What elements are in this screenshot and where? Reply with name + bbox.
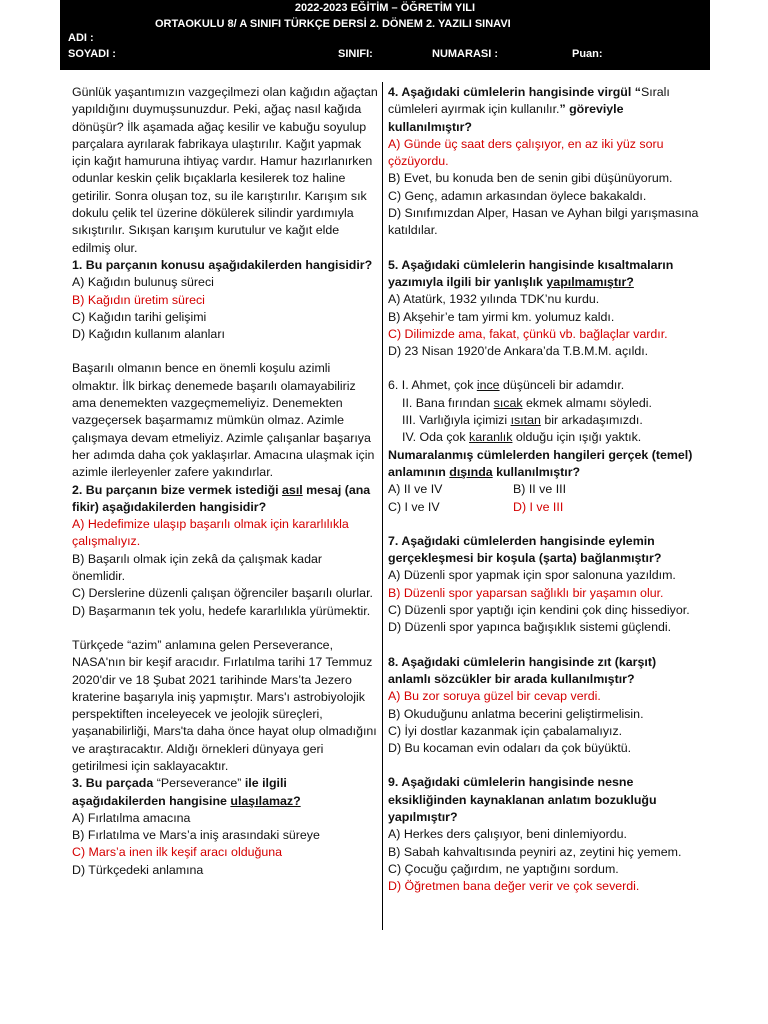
surname-label: SOYADI : [68,48,116,60]
q5-option-d: D) 23 Nisan 1920’de Ankara’da T.B.M.M. açıldı. [388,344,649,359]
q6-sentence-3: III. Varlığıyla içimizi ısıtan bir arkadaşımızdı. [402,413,643,428]
q5-option-b: B) Akşehir’e tam yirmi km. yolumuz kaldı. [388,309,615,324]
q6-option-c: C) I ve IV [388,499,440,514]
passage-2: Başarılı olmanın bence en önemli koşulu azimli olmaktır. İlk birkaç denemede başarılı olamayabiliriz ama denemekten vazgeçmemeliyiz. Denemekten vazgeçersek başarmamız mümkün olmaz. Azimle çalışmaya devam etmeliyiz. Azimle çalışanlar başarıya her adımda daha çok yaklaşırlar. Amacına ulaşmak için azimle ilerleyenler zafere yakındırlar. [72,361,375,480]
question-2: 2. Bu parçanın bize vermek istediği asıl mesaj (ana fikir) aşağıdakilerden hangisidir? [72,482,371,514]
q4-option-d: D) Sınıfımızdan Alper, Hasan ve Ayhan bilgi yarışmasına katıldılar. [388,206,699,238]
q7-option-a: A) Düzenli spor yapmak için spor salonuna yazıldım. [388,568,676,583]
question-4: 4. Aşağıdaki cümlelerin hangisinde virgül “Sıralı cümleleri ayırmak için kullanılır.” göreviyle kullanılmıştır? [388,85,670,134]
q7-option-c: C) Düzenli spor yaptığı için kendini çok dinç hissediyor. [388,603,690,618]
q7-option-d: D) Düzenli spor yapınca bağışıklık sistemi güçlendi. [388,620,672,635]
passage-1: Günlük yaşantımızın vazgeçilmezi olan kağıdın ağaçtan yapıldığını duymuşsunuzdur. Peki, ağaç nasıl kağıda dönüşür? İlk aşamada ağaç kesilir ve kabuğu soyulup parçalara ayrılarak fabrikaya ulaştırılır. Kağıt yapmak için kağıt hamuruna ihtiyaç vardır. Hamur hazırlanırken odunlar keskin çelik bıçaklarla kesilerek toz haline getirilir. Sonra oluşan toz, su ile karıştırılır. Karışım sık dokulu çelik tel üzerine dökülerek silindir yardımıyla sıkıştırılır. Sıkışan karışım kurutulur ve kağıt elde edilmiş olur. [72,85,378,255]
q4-option-c: C) Genç, adamın arkasından öylece bakakaldı. [388,188,647,203]
passage-3: Türkçede “azim” anlamına gelen Perseverance, NASA'nın bir keşif aracıdır. Fırlatılma tarihi 17 Temmuz 2020'dir ve 18 Şubat 2021 tarihinde Mars’ta Jezero kraterine başarıyla iniş yapmıştır. Mars'ı astrobiyolojik perspektiften inceleyecek ve jeolojik süreçleri, yaşanabilirliği, Mars'ta daha önce hayat olup olmadığını ve araştıracaktır. Aldığı örnekleri dünyaya geri getirilmesi için saklayacaktır. [72,637,377,773]
q1-option-d: D) Kağıdın kullanım alanları [72,327,225,342]
q3-option-a: A) Fırlatılma amacına [72,810,191,825]
q6-sentence-4: IV. Oda çok karanlık olduğu için ışığı yaktık. [402,430,642,445]
q4-option-b: B) Evet, bu konuda ben de senin gibi düşünüyorum. [388,171,673,186]
class-label: SINIFI: [338,48,373,60]
score-label: Puan: [572,48,603,60]
q6-option-a: A) II ve IV [388,482,443,497]
column-divider [382,82,383,930]
q8-option-d: D) Bu kocaman evin odaları da çok büyüktü. [388,741,632,756]
q3-option-c: C) Mars’a inen ilk keşif aracı olduğuna [72,845,283,860]
exam-title: ORTAOKULU 8/ A SINIFI TÜRKÇE DERSİ 2. DÖNEM 2. YAZILI SINAVI [155,18,511,30]
q2-option-a: A) Hedefimize ulaşıp başarılı olmak için kararlılıkla çalışmalıyız. [72,517,349,549]
q1-option-a: A) Kağıdın bulunuş süreci [72,275,214,290]
question-1: 1. Bu parçanın konusu aşağıdakilerden hangisidir? [72,257,373,272]
q6-options-row-2 [388,499,700,516]
question-9: 9. Aşağıdaki cümlelerin hangisinde nesne eksikliğinden kaynaklanan anlatım bozukluğu yapılmıştır? [388,775,657,824]
q6-options-row-1 [388,481,700,498]
q6-sentence-2: II. Bana fırından sıcak ekmek almamı söyledi. [402,395,653,410]
q1-option-b: B) Kağıdın üretim süreci [72,292,205,307]
q6-option-d: D) I ve III [513,499,564,514]
school-year: 2022-2023 EĞİTİM – ÖĞRETİM YILI [294,2,476,14]
q3-option-d: D) Türkçedeki anlamına [72,862,204,877]
q6-sentence-1: 6. I. Ahmet, çok ince düşünceli bir adamdır. [388,378,625,393]
q7-option-b: B) Düzenli spor yaparsan sağlıklı bir yaşamın olur. [388,585,664,600]
q6-option-b: B) II ve III [513,482,567,497]
q2-option-d: D) Başarmanın tek yolu, hedefe kararlılıkla yürümektir. [72,603,371,618]
number-label: NUMARASI : [432,48,498,60]
question-8: 8. Aşağıdaki cümlelerin hangisinde zıt (karşıt) anlamlı sözcükler bir arada kullanılmıştır? [388,654,657,686]
right-column [388,84,700,895]
q4-option-a: A) Günde üç saat ders çalışıyor, en az iki yüz soru çözüyordu. [388,136,664,169]
q8-option-a: A) Bu zor soruya güzel bir cevap verdi. [388,689,601,704]
exam-header [60,0,710,70]
q8-option-b: B) Okuduğunu anlatma becerini geliştirmelisin. [388,706,644,721]
q5-option-a: A) Atatürk, 1932 yılında TDK’nu kurdu. [388,292,600,307]
q5-option-c: C) Dilimizde ama, fakat, çünkü vb. bağlaçlar vardır. [388,326,668,341]
question-6: Numaralanmış cümlelerden hangileri gerçek (temel) anlamının dışında kullanılmıştır? [388,447,693,479]
question-5: 5. Aşağıdaki cümlelerin hangisinde kısaltmaların yazımıyla ilgili bir yanlışlık yapılmamıştır? [388,257,674,289]
q2-option-b: B) Başarılı olmak için zekâ da çalışmak kadar önemlidir. [72,551,322,584]
q8-option-c: C) İyi dostlar kazanmak için çabalamalıyız. [388,723,623,738]
name-label: ADI : [68,32,94,44]
question-7: 7. Aşağıdaki cümlelerden hangisinde eylemin gerçekleşmesi bir koşula (şarta) bağlanmıştır? [388,533,662,566]
q1-option-c: C) Kağıdın tarihi gelişimi [72,309,207,324]
left-column [72,84,378,879]
q3-option-b: B) Fırlatılma ve Mars’a iniş arasındaki süreye [72,828,320,843]
q9-option-b: B) Sabah kahvaltısında peyniri az, zeytini hiç yemem. [388,844,682,859]
q9-option-a: A) Herkes ders çalışıyor, beni dinlemiyordu. [388,827,627,842]
q2-option-c: C) Derslerine düzenli çalışan öğrenciler başarılı olurlar. [72,586,373,601]
q9-option-d: D) Öğretmen bana değer verir ve çok severdi. [388,879,640,894]
question-3: 3. Bu parçada “Perseverance” ile ilgili aşağıdakilerden hangisine ulaşılamaz? [72,776,301,808]
q9-option-c: C) Çocuğu çağırdım, ne yaptığını sordum. [388,861,619,876]
